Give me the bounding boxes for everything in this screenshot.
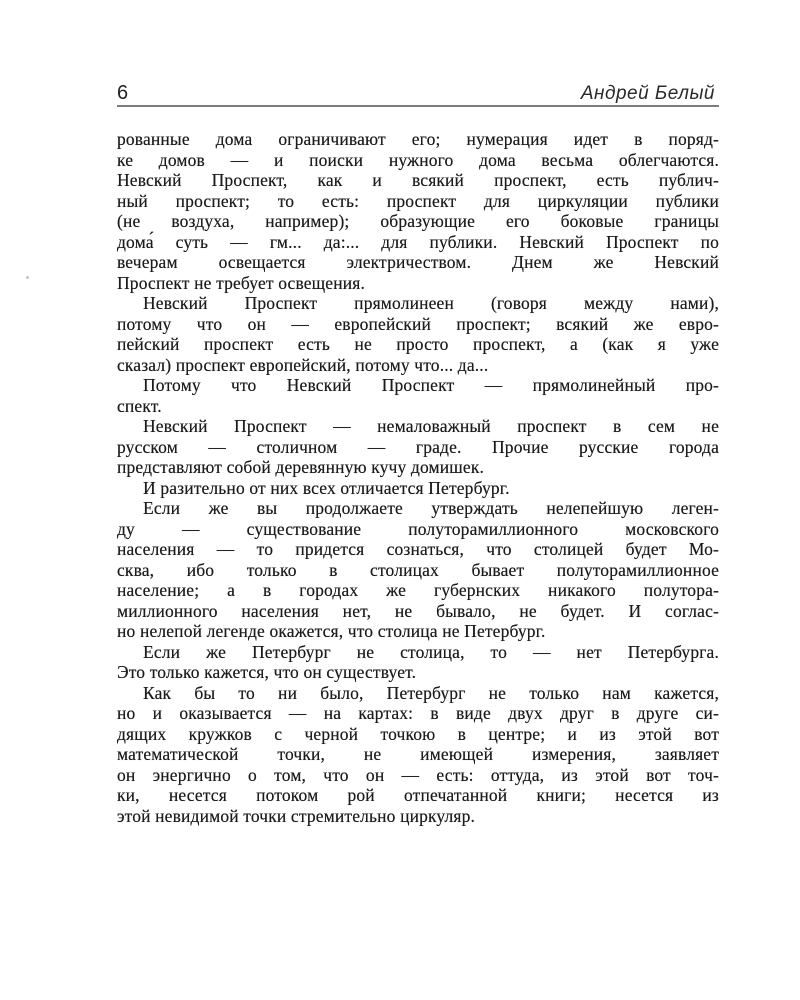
paragraph [117,642,719,683]
text-line: но нелепой легенде окажется, что столица не Петербург. [117,621,546,641]
running-head-author: Андрей Белый [580,83,715,104]
text-line: он энергично о том, что он — есть: оттуда, из этой вот точ- [117,764,719,785]
text-line: Если же вы продолжаете утверждать нелепейшую леген- [143,498,719,518]
text-line: рованные дома ограничивают его; нумерация идет в поряд- [117,129,719,149]
header-rule [117,105,719,107]
text-line: русском — столичном — граде. Прочие русские города [117,436,719,457]
text-line: Невский Проспект прямолинеен (говоря между нами), [143,293,719,313]
text-line: Проспект не требует освещения. [117,272,365,293]
text-line: вечерам освещается электричеством. Днем же Невский [117,252,719,272]
paragraph [117,293,719,375]
scan-speck [26,276,29,279]
page-number: 6 [117,82,129,104]
text-line: Это только кажется, что он существует. [117,662,417,682]
text-line: ки, несется потоком рой отпечатанной книги; несется из [117,785,719,805]
text-line: миллионного населения нет, не бывало, не будет. И соглас- [117,600,719,621]
text-line: дома́ суть — гм... да:... для публики. Невский Проспект по [117,231,719,252]
text-line: население; а в городах же губернских никакого полутора- [117,580,719,600]
text-block [117,0,719,826]
text-line: представляют собой деревянную кучу домишек. [117,457,485,477]
text-line: (не воздуха, например); образующие его боковые границы [117,211,719,231]
text-line: математической точки, не имеющей измерения, заявляет [117,744,719,764]
paragraph [117,683,719,827]
text-line: сказал) проспект европейский, потому что... да... [117,354,489,375]
text-line: ный проспект; то есть: проспект для циркуляции публики [117,190,719,211]
paragraph [117,416,719,478]
text-line: Как бы то ни было, Петербург не только нам кажется, [143,682,719,703]
paragraph [117,129,719,293]
paragraph [117,498,719,642]
text-line: пейский проспект есть не просто проспект, а (как я уже [117,334,719,354]
text-line: Если же Петербург не столица, то — нет Петербурга. [143,641,719,662]
text-line: Невский Проспект, как и всякий проспект, есть публич- [117,170,719,190]
text-line: дящих кружков с черной точкою в центре; и из этой вот [117,723,719,744]
text-line: этой невидимой точки стремительно циркуляр. [117,805,476,826]
text-line: ке домов — и поиски нужного дома весьма облегчаются. [117,149,719,170]
paragraph [117,478,719,499]
text-line: Потому что Невский Проспект — прямолинейный про- [143,375,719,395]
text-line: ду — существование полуторамиллионного московского [117,518,719,539]
text-line: населения — то придется сознаться, что столицей будет Мо- [117,539,719,559]
paragraph [117,375,719,416]
text-line: Невский Проспект — немаловажный проспект в сем не [143,416,719,436]
text-line: спект. [117,395,162,416]
text-line: потому что он — европейский проспект; всякий же евро- [117,313,719,334]
text-line: И разительно от них всех отличается Петербург. [143,477,510,498]
text-line: но и оказывается — на картах: в виде двух друг в друге си- [117,703,719,723]
text-line: сква, ибо только в столицах бывает полуторамиллионное [117,559,719,580]
page-header [117,83,719,104]
page-body [117,129,719,826]
